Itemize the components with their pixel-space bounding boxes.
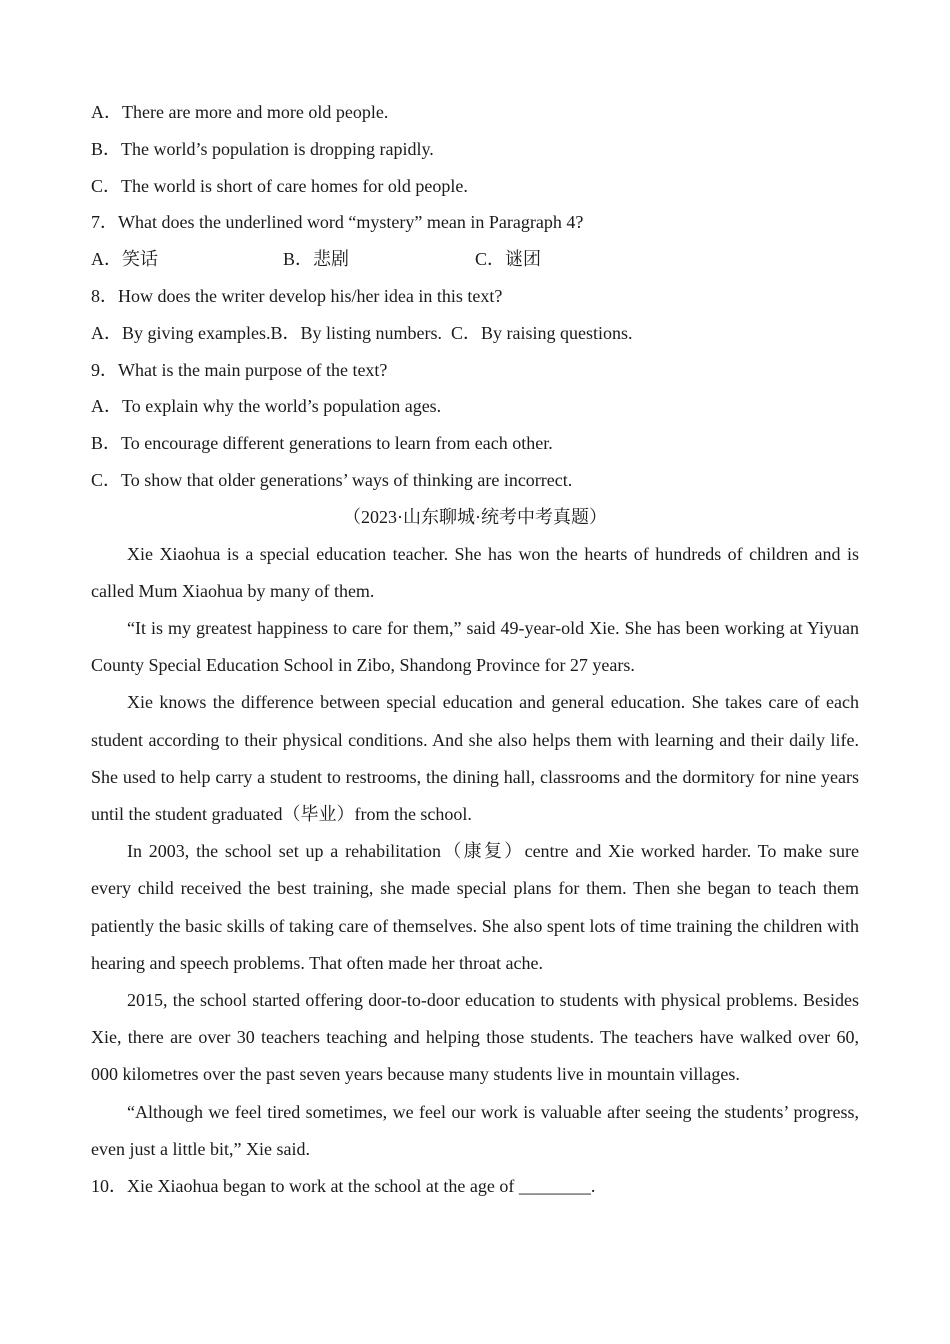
q8-question: 8．How does the writer develop his/her idea in this text? <box>91 285 503 306</box>
exam-page <box>91 94 859 1205</box>
q7-options <box>91 241 859 278</box>
q7-option-b: B．悲剧 <box>283 249 350 270</box>
q7-option-c: C．谜团 <box>475 249 542 270</box>
q8-options: A．By giving examples.B．By listing numbers. C．By raising questions. <box>91 322 633 343</box>
passage-paragraph-6: “Although we feel tired sometimes, we feel our work is valuable after seeing the students’ progress, even just a little bit,” Xie said. <box>91 1101 859 1159</box>
q9-question: 9．What is the main purpose of the text? <box>91 359 388 380</box>
q7-question: 7．What does the underlined word “mystery” mean in Paragraph 4? <box>91 212 584 233</box>
passage-paragraph-3: Xie knows the difference between special education and general education. She takes care of each student according to their physical conditions. And she also helps them with learning and their daily life. She used to help carry a student to restrooms, the dining hall, classrooms and the dormitory for nine years until the student graduated（毕业）from the school. <box>91 692 859 824</box>
q9-option-a: A．To explain why the world’s population ages. <box>91 396 442 417</box>
q9-option-b: B．To encourage different generations to learn from each other. <box>91 433 553 454</box>
q6-option-a: A．There are more and more old people. <box>91 102 389 122</box>
passage-source: （2023·山东聊城·统考中考真题） <box>343 506 607 527</box>
passage-paragraph-4: In 2003, the school set up a rehabilitation（康复）centre and Xie worked harder. To make sure every child received the best training, she made special plans for them. Then she began to teach them patiently the basic skills of taking care of themselves. She also spent lots of time training the children with hearing and speech problems. That often made her throat ache. <box>91 841 859 973</box>
q6-option-c: C．The world is short of care homes for old people. <box>91 175 468 196</box>
passage-paragraph-1: Xie Xiaohua is a special education teacher. She has won the hearts of hundreds of children and is called Mum Xiaohua by many of them. <box>91 543 859 601</box>
q7-option-a: A．笑话 <box>91 249 158 270</box>
q9-option-c: C．To show that older generations’ ways of thinking are incorrect. <box>91 469 573 490</box>
passage-paragraph-2: “It is my greatest happiness to care for them,” said 49-year-old Xie. She has been working at Yiyuan County Special Education School in Zibo, Shandong Province for 27 years. <box>91 617 859 676</box>
q6-option-b: B．The world’s population is dropping rapidly. <box>91 138 434 159</box>
q10-question: 10．Xie Xiaohua began to work at the school at the age of ________. <box>91 1176 596 1197</box>
passage-paragraph-5: 2015, the school started offering door-to-door education to students with physical problems. Besides Xie, there are over 30 teachers teaching and helping those students. The teachers have walked over 60, 000 kilometres over the past seven years because many students live in mountain villages. <box>91 990 859 1085</box>
